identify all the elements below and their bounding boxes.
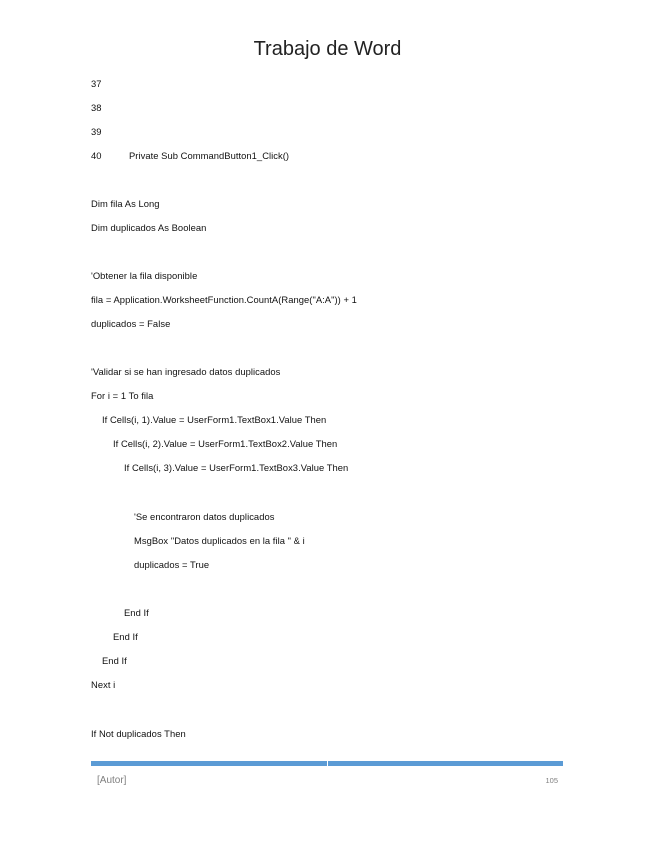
code-line-for-loop: For i = 1 To fila	[91, 390, 154, 401]
code-line-fila-assign: fila = Application.WorksheetFunction.CountA(Range("A:A")) + 1	[91, 294, 357, 305]
footer-author: [Autor]	[97, 775, 127, 786]
code-line-dim-fila: Dim fila As Long	[91, 198, 160, 209]
code-line-msgbox: MsgBox "Datos duplicados en la fila " & i	[134, 535, 305, 546]
line-number-39: 39	[91, 126, 102, 137]
code-line-if-2: If Cells(i, 2).Value = UserForm1.TextBox2.Value Then	[113, 438, 338, 449]
line-number-38: 38	[91, 102, 102, 113]
code-line-end-if-1: End If	[102, 655, 127, 666]
code-line-if-1: If Cells(i, 1).Value = UserForm1.TextBox1.Value Then	[102, 414, 327, 425]
footer-page-number: 105	[545, 776, 558, 785]
code-line-if-3: If Cells(i, 3).Value = UserForm1.TextBox3.Value Then	[124, 462, 349, 473]
code-line-end-if-2: End If	[113, 631, 138, 642]
page-header-title: Trabajo de Word	[253, 38, 402, 60]
code-line-duplicados-false: duplicados = False	[91, 318, 171, 329]
code-line-duplicados-true: duplicados = True	[134, 559, 210, 570]
line-number-37: 37	[91, 78, 102, 89]
code-line-next-i: Next i	[91, 679, 116, 690]
footer-bar-divider	[327, 761, 328, 766]
code-line-if-not: If Not duplicados Then	[91, 728, 186, 739]
code-line-dim-duplicados: Dim duplicados As Boolean	[91, 222, 207, 233]
code-text-sub-declaration: Private Sub CommandButton1_Click()	[129, 150, 290, 161]
code-line-end-if-3: End If	[124, 607, 149, 618]
code-line-40	[91, 150, 289, 162]
code-comment-obtener: 'Obtener la fila disponible	[91, 270, 198, 281]
code-comment-validar: 'Validar si se han ingresado datos duplicados	[91, 366, 281, 377]
code-comment-encontraron: 'Se encontraron datos duplicados	[134, 511, 275, 522]
footer-accent-bar	[91, 761, 563, 766]
line-number-40: 40	[91, 150, 102, 161]
